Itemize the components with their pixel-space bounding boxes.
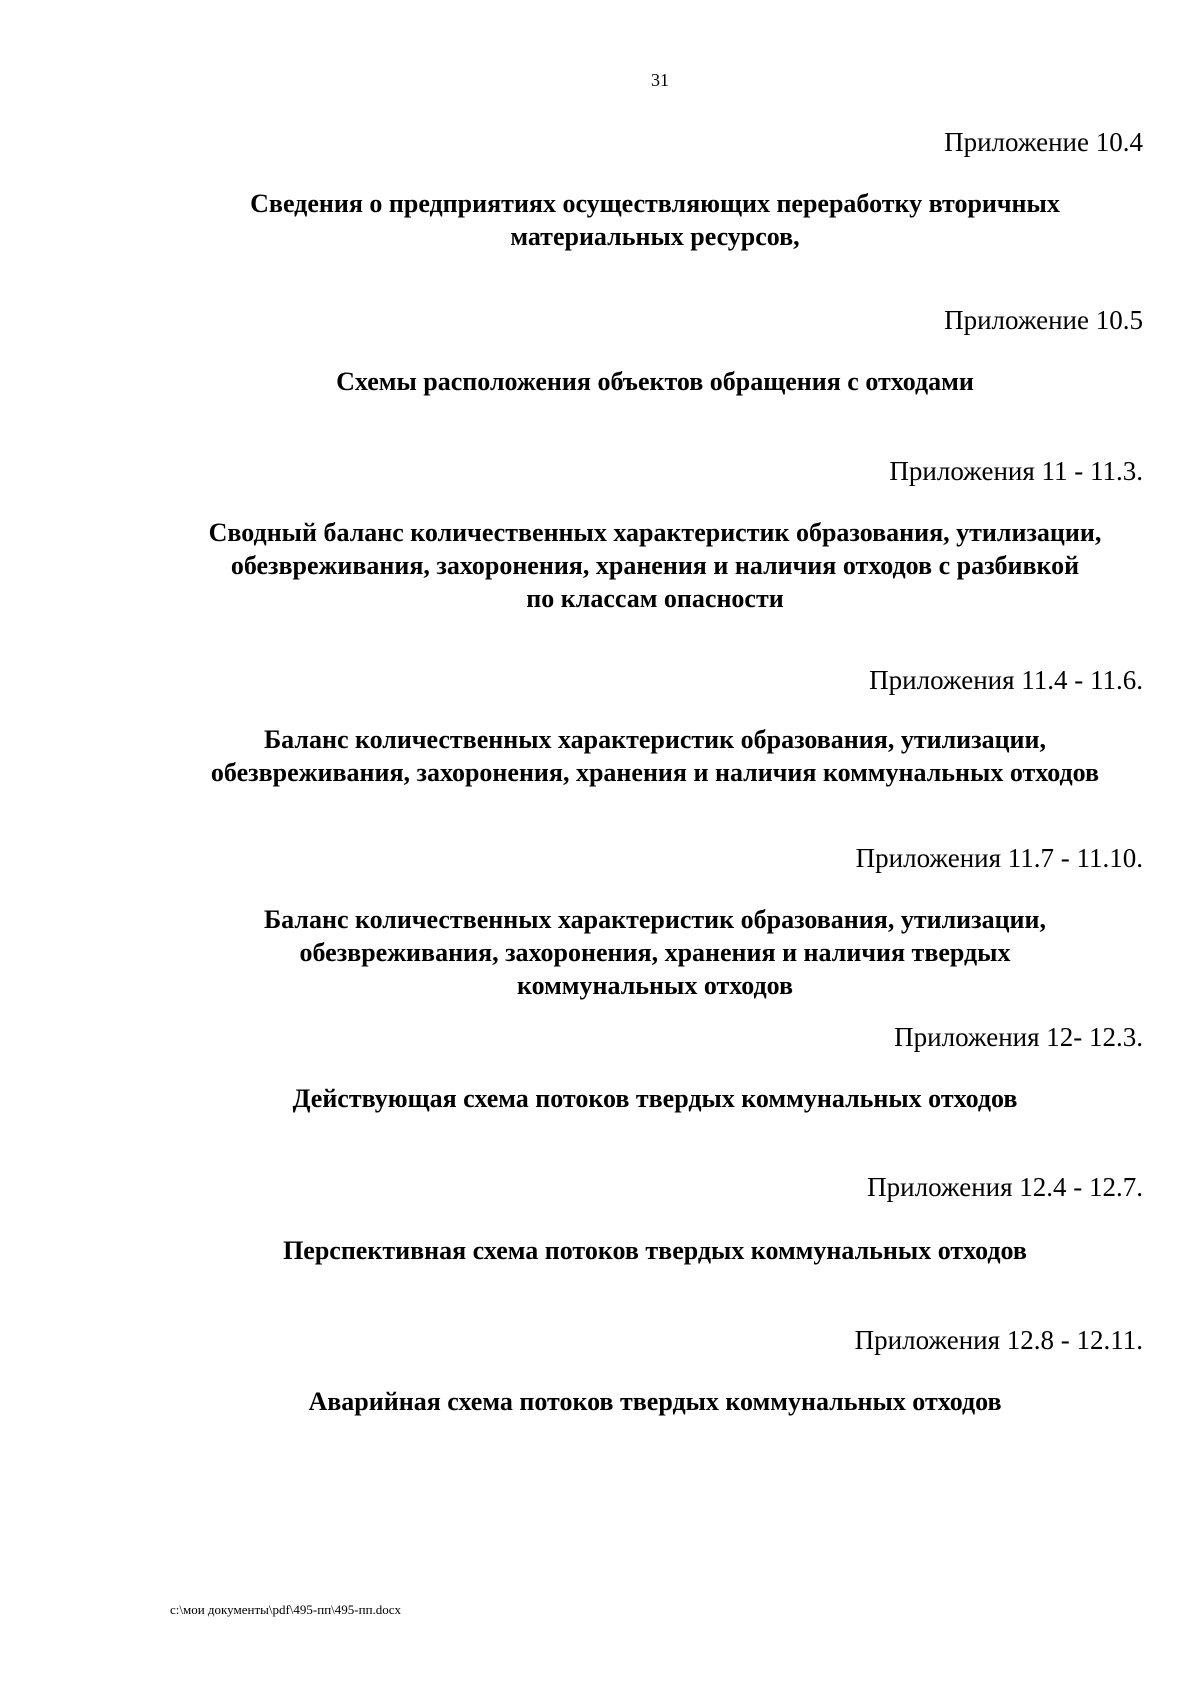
title-line: Схемы расположения объектов обращения с отходами <box>336 367 974 396</box>
appendix-label-12: Приложения 12- 12.3. <box>894 1022 1143 1052</box>
title-line: по классам опасности <box>526 584 784 613</box>
footer-file-path: c:\мои документы\pdf\495-пп\495-пп.docx <box>170 1602 402 1617</box>
title-line: обезвреживания, захоронения, хранения и наличия твердых <box>299 938 1011 967</box>
title-line: Перспективная схема потоков твердых коммунальных отходов <box>283 1236 1027 1265</box>
title-line: коммунальных отходов <box>516 971 794 1000</box>
title-line: Баланс количественных характеристик образования, утилизации, <box>263 905 1047 934</box>
title-line: Аварийная схема потоков твердых коммунальных отходов <box>308 1387 1002 1416</box>
section-title-municipal-balance <box>155 723 1155 789</box>
appendix-label-10-5: Приложение 10.5 <box>944 305 1143 335</box>
appendix-label-11-4: Приложения 11.4 - 11.6. <box>869 665 1143 695</box>
appendix-label-11: Приложения 11 - 11.3. <box>889 456 1143 486</box>
page-number: 31 <box>651 70 669 90</box>
title-line: Сведения о предприятиях осуществляющих переработку вторичных <box>250 189 1060 218</box>
title-line: материальных ресурсов, <box>510 222 800 251</box>
section-title-solid-municipal-balance <box>155 903 1155 1002</box>
section-title-current-flow-scheme <box>155 1082 1155 1115</box>
title-line: Действующая схема потоков твердых коммунальных отходов <box>292 1084 1018 1113</box>
section-title-summary-balance <box>155 516 1155 615</box>
title-line: Сводный баланс количественных характеристик образования, утилизации, <box>208 518 1102 547</box>
title-line: обезвреживания, захоронения, хранения и наличия коммунальных отходов <box>210 758 1100 787</box>
title-line: Баланс количественных характеристик образования, утилизации, <box>263 725 1047 754</box>
section-title-location-schemes <box>155 365 1155 398</box>
title-line: обезвреживания, захоронения, хранения и наличия отходов с разбивкой <box>230 551 1080 580</box>
section-title-prospective-flow-scheme <box>155 1234 1155 1267</box>
appendix-label-12-8: Приложения 12.8 - 12.11. <box>854 1325 1143 1355</box>
appendix-label-10-4: Приложение 10.4 <box>944 127 1143 157</box>
section-title-recyclers <box>155 187 1155 253</box>
section-title-emergency-flow-scheme <box>155 1385 1155 1418</box>
appendix-label-12-4: Приложения 12.4 - 12.7. <box>867 1172 1143 1202</box>
appendix-label-11-7: Приложения 11.7 - 11.10. <box>855 843 1143 873</box>
